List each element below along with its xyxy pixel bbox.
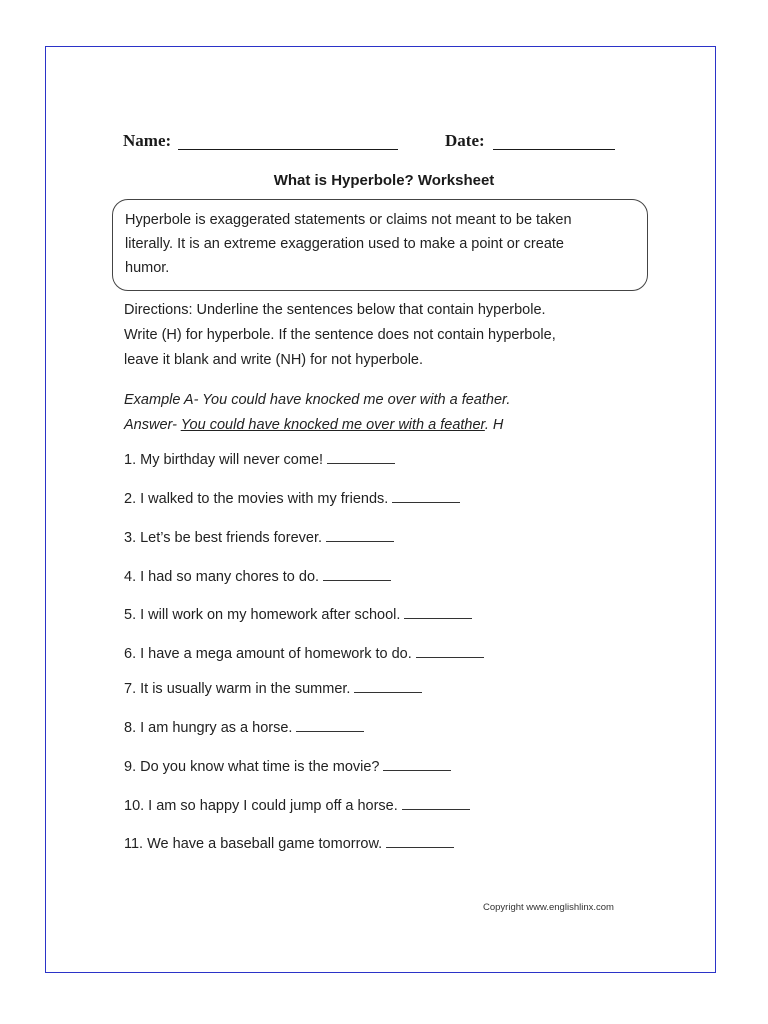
copyright-note: Copyright www.englishlinx.com [483, 902, 614, 913]
directions-line: Write (H) for hyperbole. If the sentence does not contain hyperbole, [124, 327, 556, 343]
answer-blank[interactable] [386, 846, 454, 848]
answer-suffix: . H [484, 417, 504, 433]
question-text: 9. Do you know what time is the movie? [124, 759, 380, 775]
example-answer [124, 413, 644, 438]
question-item [124, 491, 460, 507]
question-text: 3. Let’s be best friends forever. [124, 530, 323, 546]
definition-line: literally. It is an extreme exaggeration used to make a point or create [125, 236, 564, 252]
question-item [124, 452, 395, 468]
answer-blank[interactable] [323, 579, 391, 581]
date-blank [493, 149, 615, 150]
example-block [124, 388, 644, 438]
question-text: 4. I had so many chores to do. [124, 569, 320, 585]
question-item [124, 646, 484, 662]
question-item [124, 681, 422, 697]
answer-blank[interactable] [326, 540, 394, 542]
directions-line: Directions: Underline the sentences below that contain hyperbole. [124, 302, 546, 318]
question-text: 11. We have a baseball game tomorrow. [124, 836, 383, 852]
worksheet-title: What is Hyperbole? Worksheet [273, 172, 495, 189]
name-date-row [123, 131, 623, 155]
answer-blank[interactable] [402, 808, 470, 810]
answer-blank[interactable] [383, 769, 451, 771]
answer-blank[interactable] [392, 501, 460, 503]
question-item [124, 607, 472, 623]
directions-line: leave it blank and write (NH) for not hyperbole. [124, 352, 424, 368]
example-sentence: Example A- You could have knocked me over with a feather. [124, 392, 511, 408]
question-text: 7. It is usually warm in the summer. [124, 681, 351, 697]
question-item [124, 530, 394, 546]
answer-blank[interactable] [296, 730, 364, 732]
question-item [124, 836, 454, 852]
definition-line: humor. [125, 260, 170, 276]
answer-blank[interactable] [354, 691, 422, 693]
question-item [124, 720, 364, 736]
question-item [124, 569, 391, 585]
question-text: 10. I am so happy I could jump off a horse. [124, 798, 398, 814]
question-text: 6. I have a mega amount of homework to do. [124, 646, 412, 662]
question-item [124, 798, 470, 814]
answer-underlined: You could have knocked me over with a feather [180, 417, 485, 433]
answer-prefix: Answer- [124, 417, 181, 433]
date-label: Date: [445, 131, 485, 150]
answer-blank[interactable] [416, 656, 484, 658]
directions [124, 298, 634, 373]
answer-blank[interactable] [404, 617, 472, 619]
question-text: 5. I will work on my homework after school. [124, 607, 401, 623]
name-label: Name: [123, 131, 172, 150]
question-text: 8. I am hungry as a horse. [124, 720, 293, 736]
definition-box [112, 199, 648, 291]
name-blank [178, 149, 398, 150]
question-text: 1. My birthday will never come! [124, 452, 324, 468]
question-text: 2. I walked to the movies with my friends. [124, 491, 389, 507]
answer-blank[interactable] [327, 462, 395, 464]
question-item [124, 759, 451, 775]
definition-line: Hyperbole is exaggerated statements or claims not meant to be taken [125, 212, 572, 228]
